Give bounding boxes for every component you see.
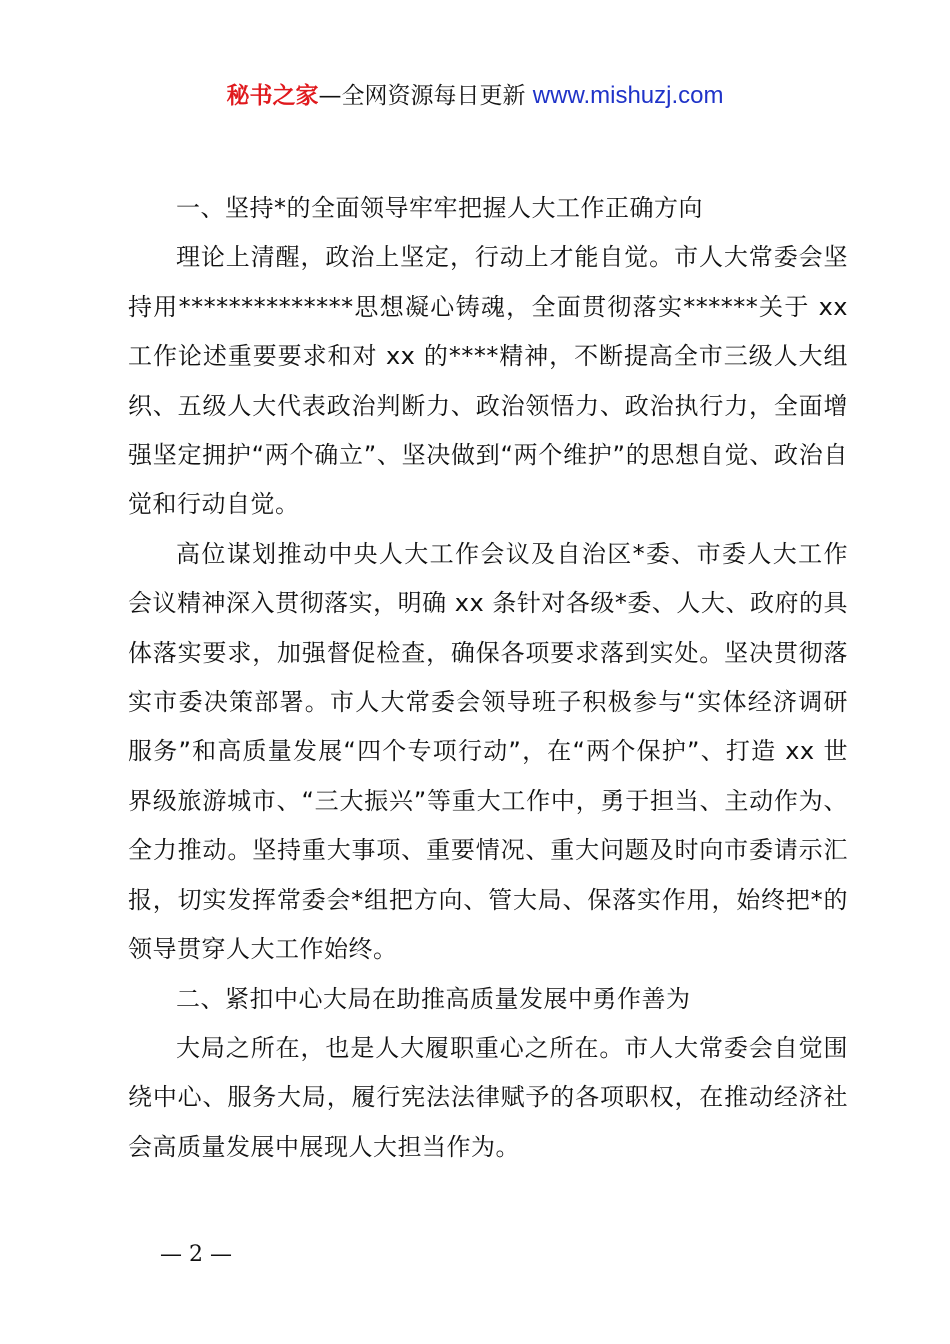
header-brand: 秘书之家 xyxy=(226,83,319,109)
section-heading-1: 一、坚持*的全面领导牢牢把握人大工作正确方向 xyxy=(176,194,703,222)
page-header xyxy=(0,80,950,112)
section-heading-2: 二、紧扣中心大局在助推高质量发展中勇作善为 xyxy=(176,984,691,1013)
body-paragraph: 大局之所在，也是人大履职重心之所在。市人大常委会自觉围绕中心、服务大局，履行宪法法律赋予的各项职权，在推动经济社会高质量发展中展现人大担当作为。 xyxy=(128,1033,848,1161)
document-body xyxy=(128,184,848,1172)
body-paragraph: 高位谋划推动中央人大工作会议及自治区*委、市委人大工作会议精神深入贯彻落实，明确 xx 条针对各级*委、人大、政府的具体落实要求，加强督促检查，确保各项要求落到实处。坚决贯彻落实市委决策部署。市人大常委会领导班子积极参与“实体经济调研服务”和高质量发展“四个专项行动”，在“两个保护”、打造 xx 世界级旅游城市、“三大振兴”等重大工作中，勇于担当、主动作为、全力推动。坚持重大事项、重要情况、重大问题及时向市委请示汇报，切实发挥常委会*组把方向、管大局、保落实作用，始终把*的领导贯穿人大工作始终。 xyxy=(128,539,848,964)
header-url-link[interactable]: www.mishuzj.com xyxy=(532,82,724,109)
page-number: — 2 — xyxy=(160,1242,232,1267)
body-paragraph: 理论上清醒，政治上坚定，行动上才能自觉。市人大常委会坚持用**************思想凝心铸魂，全面贯彻落实******关于 xx 工作论述重要要求和对 xx 的****精神，不断提高全市三级人大组织、五级人大代表政治判断力、政治领悟力、政治执行力，全面增强坚定拥护“两个确立”、坚决做到“两个维护”的思想自觉、政治自觉和行动自觉。 xyxy=(128,243,848,519)
header-slogan: —全网资源每日更新 xyxy=(318,83,533,109)
